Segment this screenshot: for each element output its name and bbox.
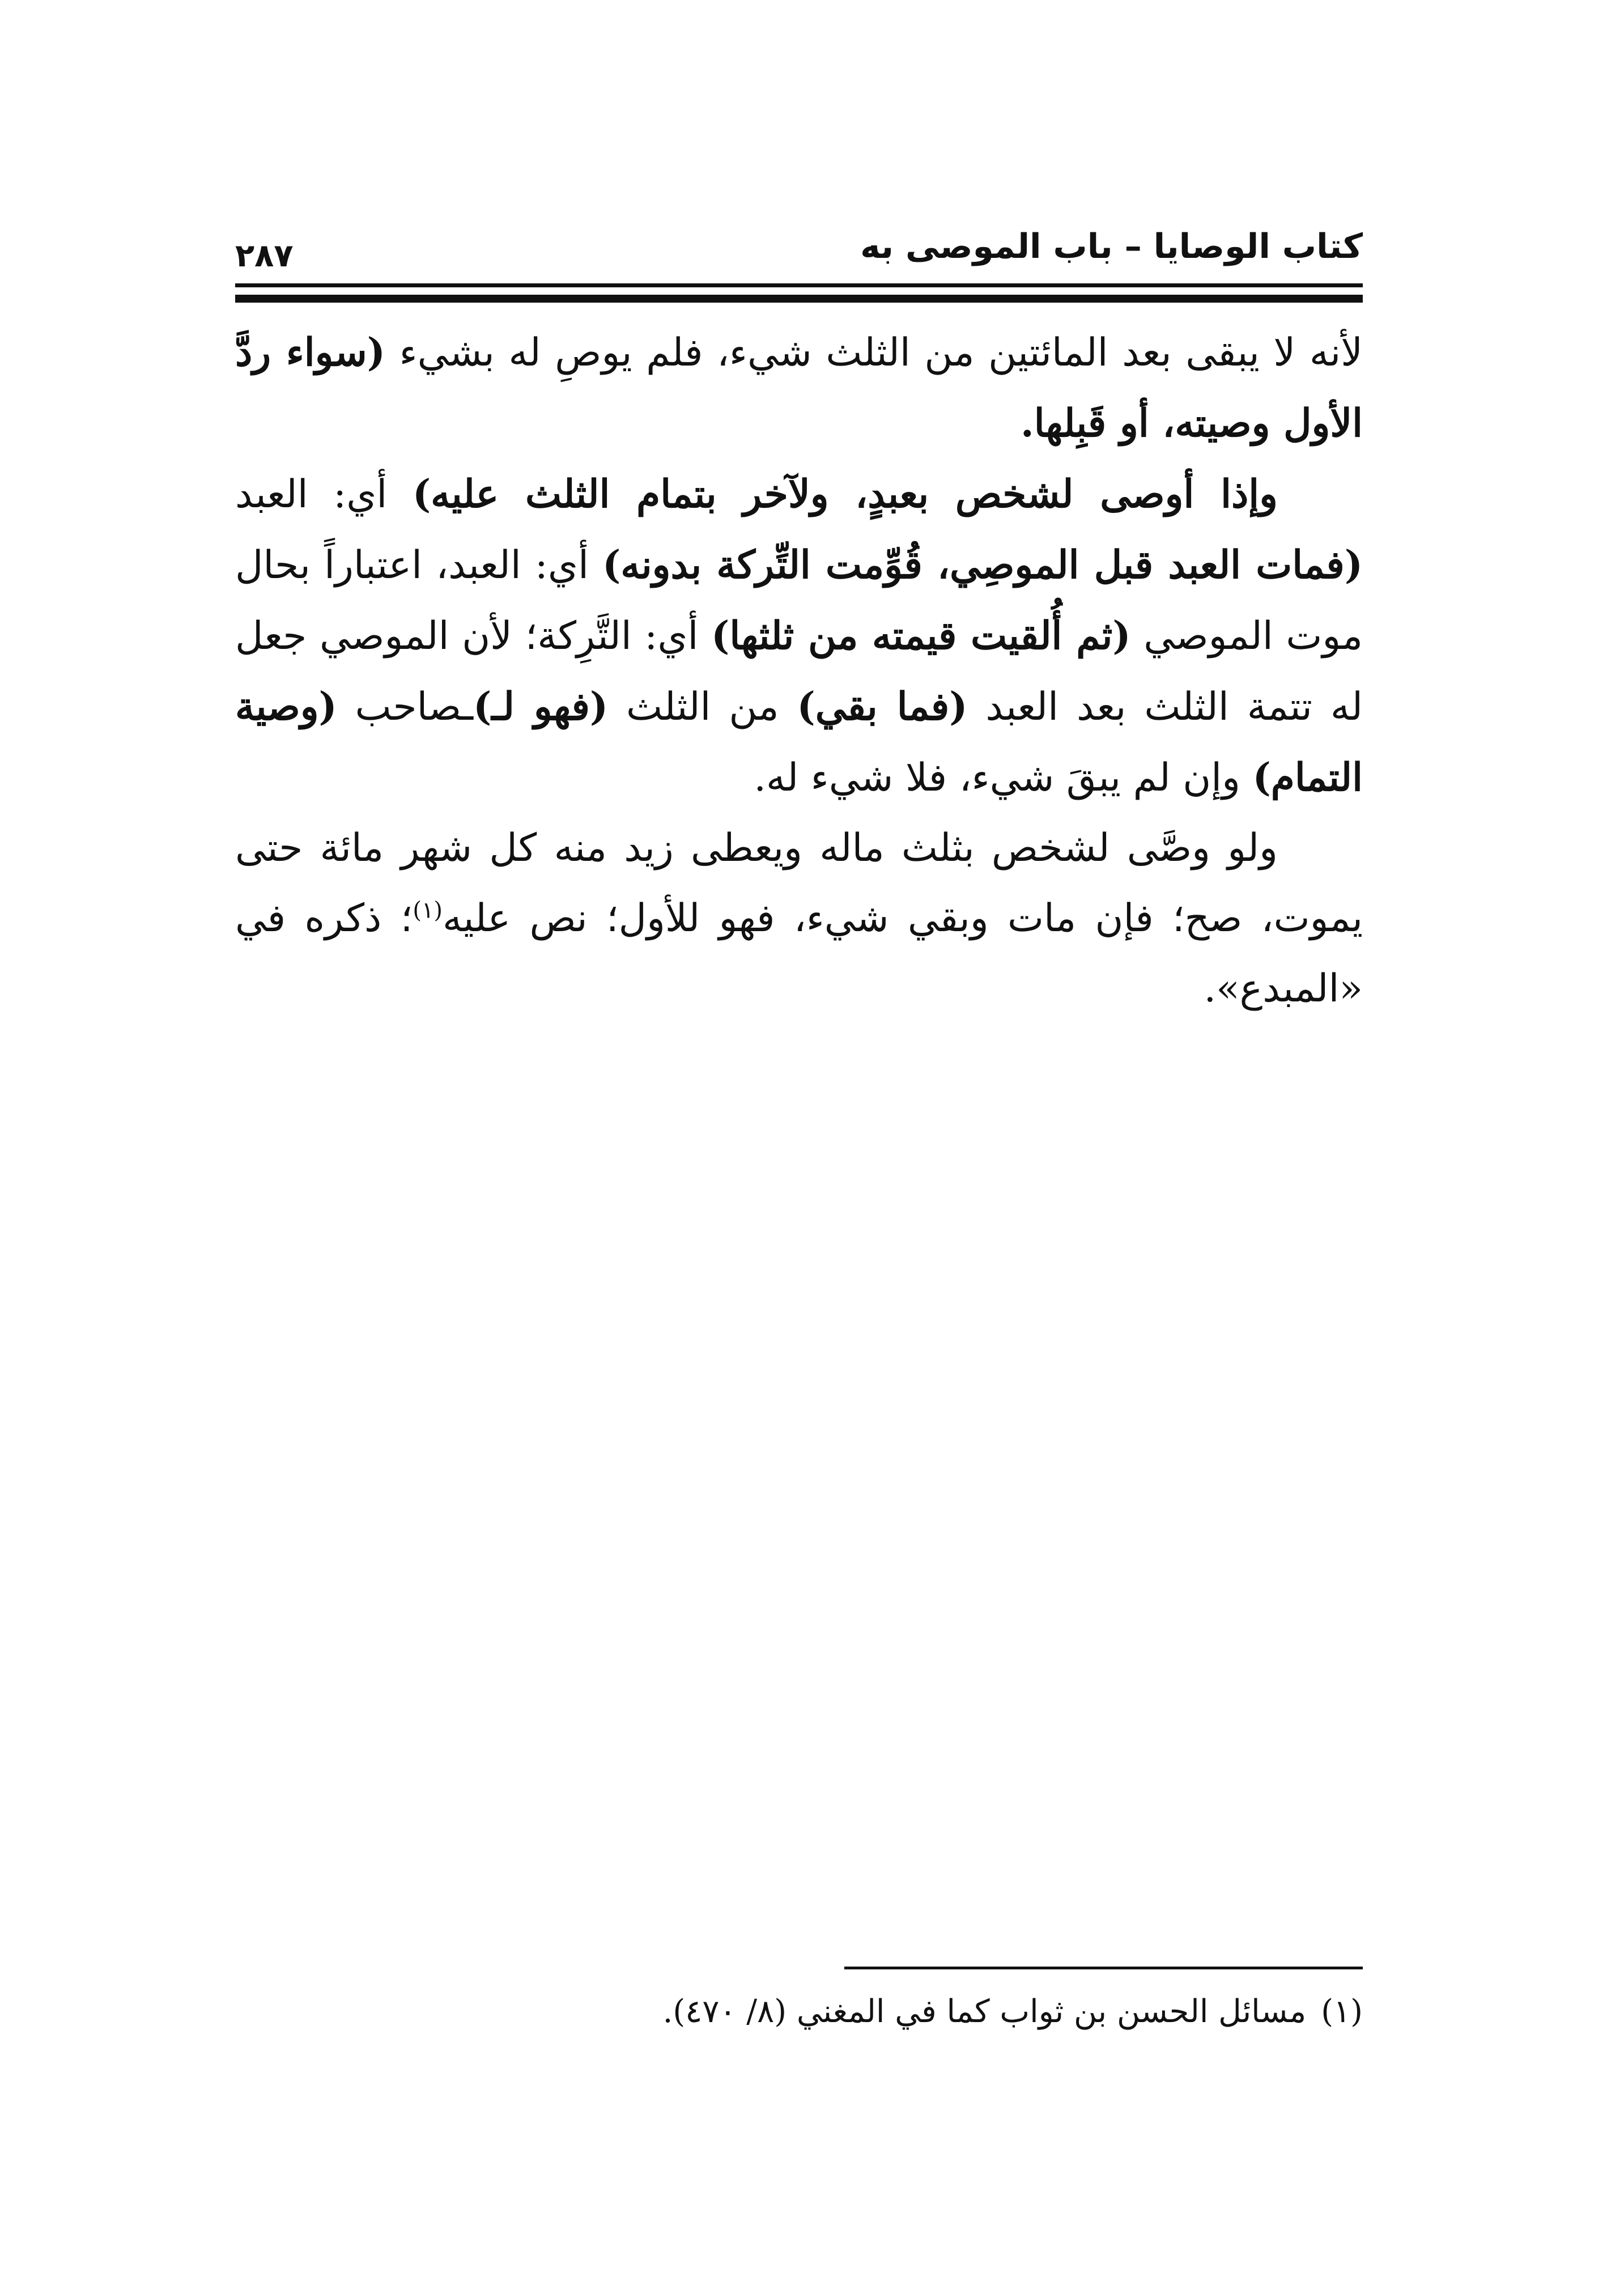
p2-bold-5: (فهو لـ) xyxy=(473,684,609,729)
footnote-reference: (١) xyxy=(413,897,443,924)
paragraph-3 xyxy=(235,813,1363,1024)
p2-bold-2: (فمات العبد قبل الموصِي، قُوِّمت التِّركة بدونه) xyxy=(602,542,1363,588)
header-rule xyxy=(235,283,1363,303)
p1-text-1: لأنه لا يبقى بعد المائتين من الثلث شيء، فلم يوصِ له بشيء xyxy=(385,330,1363,375)
header-rule-gap xyxy=(235,292,1363,295)
p3-text-1: ولو وصَّى لشخص بثلث ماله ويعطى زيد منه كل شهر مائة حتى يموت، صح؛ فإن مات وبقي شيء، فهو للأول؛ نص عليه xyxy=(235,826,1363,941)
p2-text-5: ـصاحب xyxy=(337,685,474,729)
footnote-mark: (١) xyxy=(1321,1993,1363,2030)
main-text xyxy=(235,317,1363,1024)
p2-text-4: من الثلث xyxy=(608,685,797,729)
p2-text-1: أي: العبد xyxy=(235,472,413,517)
p2-bold-4: (فما بقي) xyxy=(797,684,968,729)
p2-text-2: أي: العبد، اعتباراً بحال موت الموصي xyxy=(235,543,1363,659)
page-number: ٢٨٧ xyxy=(235,237,294,274)
paragraph-1 xyxy=(235,317,1363,459)
p2-bold-6: (وصية التمام) xyxy=(235,684,1363,800)
p2-bold-1: وإذا أوصى لشخص بعبدٍ، ولآخر بتمام الثلث عليه) xyxy=(413,472,1278,517)
footnote-text: مسائل الحسن بن ثواب كما في المغني (٨/ ٤٧٠). xyxy=(662,1993,1307,2030)
p2-bold-3: (ثم أُلقيت قيمته من ثلثها) xyxy=(711,613,1131,659)
footnote xyxy=(235,1986,1363,2037)
p2-text-6: وإن لم يبقَ شيء، فلا شيء له. xyxy=(754,755,1253,800)
p2-text-3: أي: التَّرِكة؛ لأن الموصي جعل له تتمة الثلث بعد العبد xyxy=(235,614,1363,729)
paragraph-2 xyxy=(235,459,1363,813)
p1-bold-1: (سواء ردَّ الأول وصيته، أو قَبِلها. xyxy=(235,330,1363,446)
p3-text-2: ؛ ذكره في «المبدع». xyxy=(235,896,1363,1011)
footnote-rule xyxy=(844,1967,1363,1969)
chapter-title: كتاب الوصايا – باب الموصى به xyxy=(860,227,1363,266)
running-head xyxy=(235,224,1363,274)
